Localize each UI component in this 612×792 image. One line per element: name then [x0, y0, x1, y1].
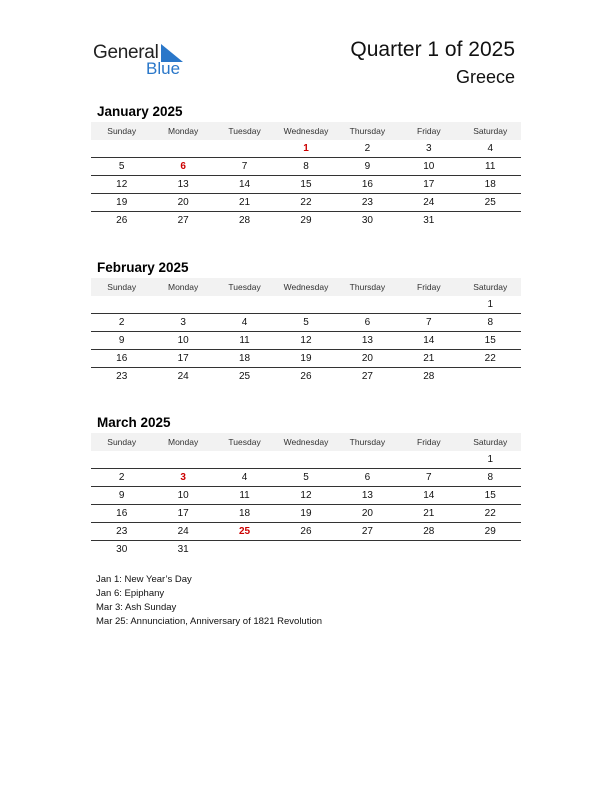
weekday-label: Wednesday [283, 282, 329, 292]
day-cell: 12 [116, 179, 128, 190]
day-cell: 24 [177, 371, 189, 382]
day-cell: 6 [364, 472, 371, 483]
logo-text-general: General [93, 42, 159, 63]
week-row [91, 140, 521, 158]
day-cell: 22 [300, 197, 312, 208]
day-cell: 19 [300, 353, 312, 364]
logo-text-blue: Blue [146, 59, 181, 78]
weekday-label: Thursday [349, 282, 386, 292]
weekday-label: Saturday [473, 437, 508, 447]
day-cell: 14 [238, 179, 251, 190]
day-cell: 26 [300, 371, 312, 382]
day-cell: 29 [300, 215, 312, 226]
day-cell: 13 [177, 179, 189, 190]
weekday-label: Friday [417, 437, 441, 447]
day-cell: 12 [300, 335, 312, 346]
day-cell: 11 [485, 161, 496, 172]
holiday-day-cell: 1 [303, 143, 309, 154]
day-cell: 26 [300, 526, 312, 537]
weekday-label: Sunday [107, 282, 137, 292]
weekday-label: Tuesday [228, 282, 261, 292]
day-cell: 11 [239, 490, 250, 501]
day-cell: 9 [364, 161, 371, 172]
day-cell: 14 [423, 490, 435, 501]
month-january [91, 102, 521, 229]
day-cell: 2 [118, 317, 125, 328]
weekday-label: Thursday [349, 437, 386, 447]
day-cell: 9 [118, 490, 125, 501]
month-title: January 2025 [97, 104, 183, 119]
holiday-day-cell: 25 [238, 526, 251, 537]
day-cell: 27 [361, 526, 373, 537]
holiday-note: Jan 1: New Year’s Day [96, 574, 192, 585]
weekday-label: Thursday [349, 126, 386, 136]
day-cell: 7 [426, 472, 432, 483]
day-cell: 26 [116, 215, 128, 226]
calendar-grid [91, 433, 521, 558]
week-row [91, 314, 521, 332]
day-cell: 16 [116, 508, 128, 519]
day-cell: 2 [364, 143, 371, 154]
day-cell: 30 [116, 544, 128, 555]
week-row [91, 469, 521, 487]
day-cell: 24 [423, 197, 435, 208]
day-cell: 27 [361, 371, 373, 382]
day-cell: 25 [238, 371, 251, 382]
day-cell: 20 [361, 353, 373, 364]
weekday-label: Saturday [473, 282, 508, 292]
day-cell: 17 [423, 179, 435, 190]
day-cell: 9 [118, 335, 125, 346]
holiday-note: Mar 3: Ash Sunday [96, 602, 177, 613]
weekday-label: Monday [168, 282, 199, 292]
day-cell: 12 [300, 490, 312, 501]
day-cell: 18 [484, 179, 496, 190]
holiday-notes [96, 573, 322, 629]
week-row [91, 523, 521, 541]
day-cell: 18 [238, 508, 251, 519]
weekday-label: Wednesday [283, 126, 329, 136]
day-cell: 15 [300, 179, 312, 190]
day-cell: 4 [241, 317, 248, 328]
day-cell: 14 [423, 335, 435, 346]
day-cell: 3 [180, 317, 186, 328]
day-cell: 7 [241, 161, 248, 172]
day-cell: 3 [426, 143, 432, 154]
day-cell: 24 [177, 526, 189, 537]
day-cell: 23 [116, 526, 128, 537]
page-title: Quarter 1 of 2025 [350, 38, 515, 61]
day-cell: 7 [426, 317, 432, 328]
day-cell: 10 [423, 161, 435, 172]
day-cell: 16 [361, 179, 373, 190]
day-cell: 22 [484, 353, 496, 364]
day-cell: 28 [423, 526, 435, 537]
day-cell: 5 [118, 161, 125, 172]
country-name: Greece [455, 67, 515, 87]
month-february [91, 258, 521, 385]
month-title: February 2025 [97, 260, 189, 275]
week-row [91, 332, 521, 350]
day-cell: 4 [241, 472, 248, 483]
weekday-header [91, 122, 521, 140]
day-cell: 6 [364, 317, 371, 328]
weekday-label: Wednesday [283, 437, 329, 447]
day-cell: 18 [238, 353, 251, 364]
day-cell: 5 [303, 317, 309, 328]
day-cell: 31 [177, 544, 189, 555]
weekday-label: Tuesday [228, 437, 261, 447]
week-row [91, 350, 521, 368]
day-cell: 23 [116, 371, 128, 382]
week-row [91, 368, 521, 385]
day-cell: 21 [423, 353, 435, 364]
week-row [91, 194, 521, 212]
day-cell: 20 [177, 197, 189, 208]
week-row [91, 176, 521, 194]
generalblue-logo [93, 40, 193, 80]
day-cell: 27 [177, 215, 189, 226]
month-title: March 2025 [97, 415, 171, 430]
day-cell: 15 [484, 490, 496, 501]
day-cell: 1 [487, 299, 494, 310]
day-cell: 1 [487, 454, 494, 465]
day-cell: 4 [487, 143, 494, 154]
day-cell: 10 [177, 490, 189, 501]
weekday-header [91, 433, 521, 451]
day-cell: 8 [487, 472, 494, 483]
day-cell: 21 [423, 508, 435, 519]
day-cell: 17 [177, 353, 189, 364]
week-row [91, 212, 521, 229]
day-cell: 15 [484, 335, 496, 346]
day-cell: 31 [423, 215, 435, 226]
weekday-label: Monday [168, 126, 199, 136]
weekday-header [91, 278, 521, 296]
week-row [91, 487, 521, 505]
day-cell: 19 [300, 508, 312, 519]
day-cell: 8 [303, 161, 309, 172]
week-row [91, 296, 521, 314]
week-row [91, 505, 521, 523]
week-row [91, 541, 521, 558]
week-row [91, 451, 521, 469]
weekday-label: Monday [168, 437, 199, 447]
day-cell: 10 [177, 335, 189, 346]
day-cell: 20 [361, 508, 373, 519]
day-cell: 28 [423, 371, 435, 382]
day-cell: 23 [361, 197, 373, 208]
weekday-label: Tuesday [228, 126, 261, 136]
day-cell: 8 [487, 317, 494, 328]
weekday-label: Sunday [107, 126, 137, 136]
weekday-label: Friday [417, 126, 441, 136]
holiday-day-cell: 6 [180, 161, 186, 172]
holiday-day-cell: 3 [180, 472, 186, 483]
day-cell: 17 [177, 508, 189, 519]
day-cell: 29 [484, 526, 496, 537]
day-cell: 19 [116, 197, 128, 208]
month-march [91, 413, 521, 558]
holiday-note: Mar 25: Annunciation, Anniversary of 1821 Revolution [96, 616, 323, 627]
day-cell: 25 [484, 197, 496, 208]
weekday-label: Sunday [107, 437, 137, 447]
day-cell: 2 [118, 472, 125, 483]
day-cell: 13 [361, 335, 373, 346]
calendar-grid [91, 278, 521, 385]
weekday-label: Saturday [473, 126, 508, 136]
day-cell: 16 [116, 353, 128, 364]
day-cell: 13 [361, 490, 373, 501]
holiday-note: Jan 6: Epiphany [96, 588, 165, 599]
day-cell: 21 [238, 197, 251, 208]
day-cell: 22 [484, 508, 496, 519]
day-cell: 11 [239, 335, 250, 346]
week-row [91, 158, 521, 176]
weekday-label: Friday [417, 282, 441, 292]
calendar-grid [91, 122, 521, 229]
day-cell: 5 [303, 472, 309, 483]
day-cell: 30 [361, 215, 373, 226]
day-cell: 28 [238, 215, 251, 226]
